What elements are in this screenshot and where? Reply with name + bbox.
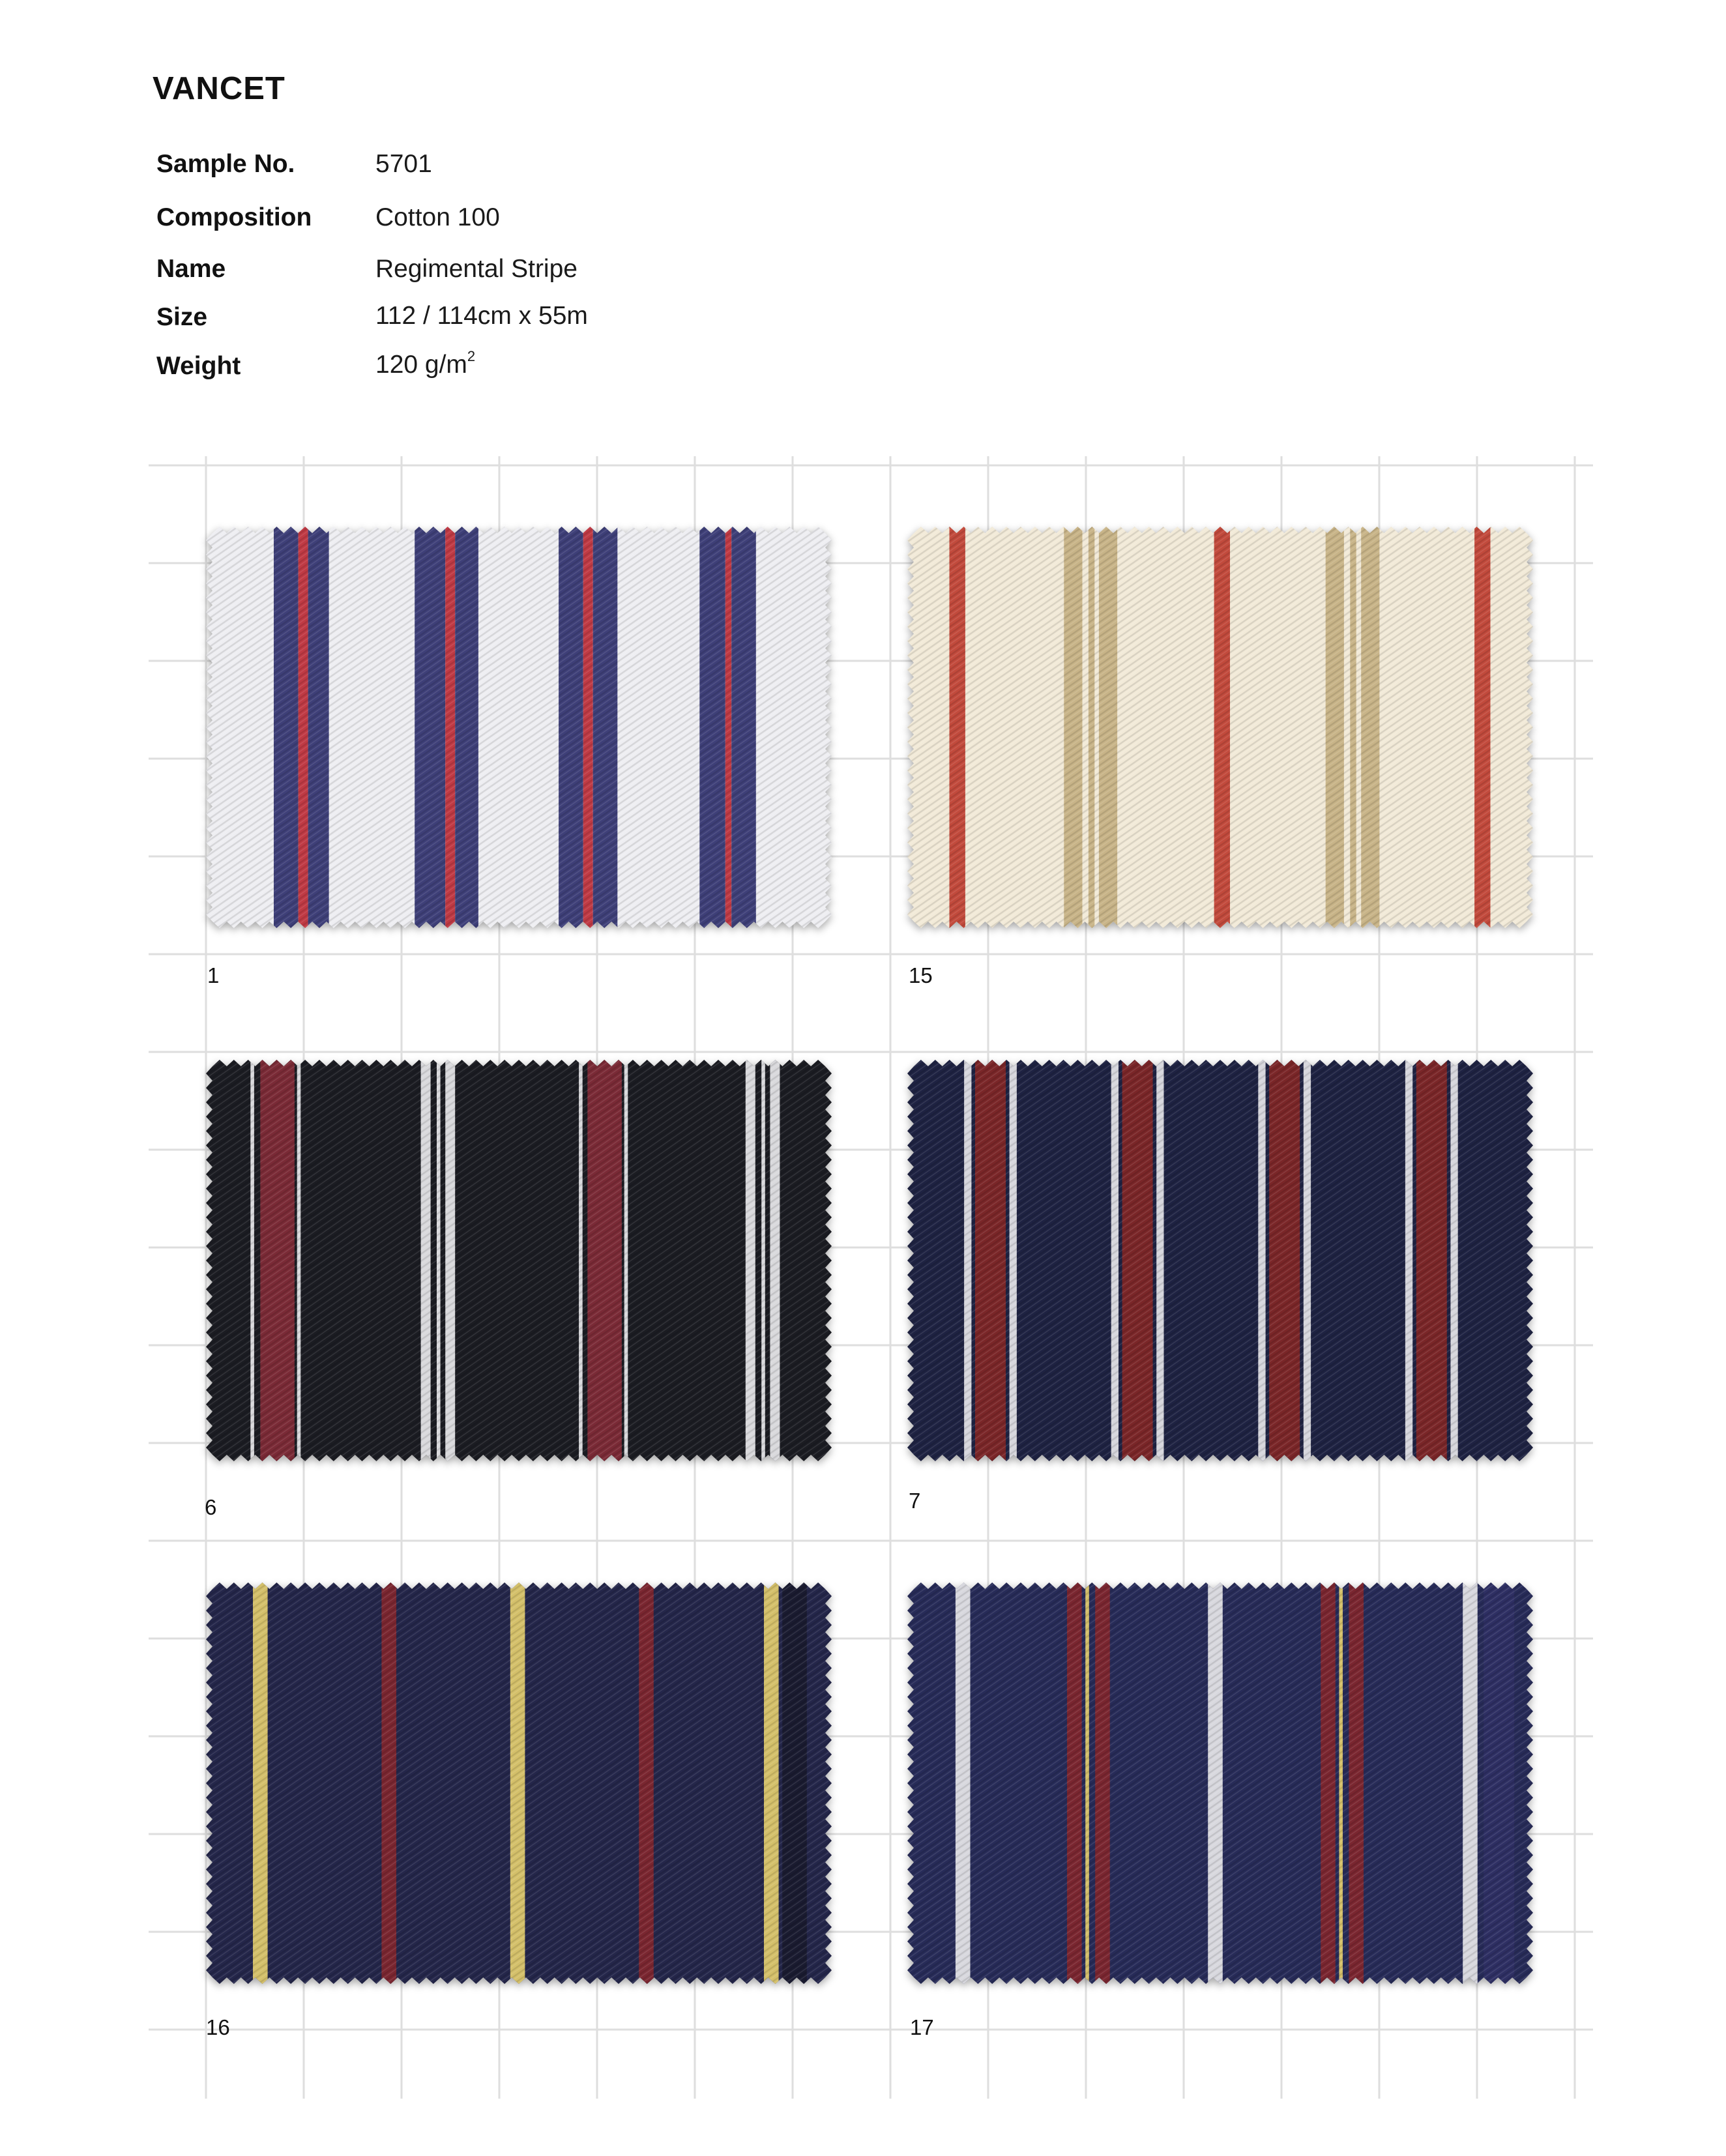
fabric-swatch-7[interactable] [907,1060,1533,1461]
fabric-swatch-17[interactable] [907,1582,1533,1984]
swatch-number-16: 16 [206,2015,230,2039]
spec-label-sample-no: Sample No. [156,150,295,178]
fabric-swatch-6[interactable] [206,1060,832,1461]
swatch-number-1: 1 [207,963,220,987]
spec-value-name: Regimental Stripe [375,255,578,283]
fabric-twill-texture [206,1582,832,1984]
spec-label-name: Name [156,255,226,283]
spec-label-composition: Composition [156,203,312,231]
fabric-swatch-15[interactable] [907,527,1533,928]
fabric-swatch-16[interactable] [206,1582,832,1984]
fabric-twill-texture [907,1582,1533,1984]
fabric-twill-texture [907,527,1533,928]
spec-label-weight: Weight [156,352,241,380]
fabric-twill-texture [907,1060,1533,1461]
fabric-twill-texture [206,1060,832,1461]
swatch-number-7: 7 [909,1489,921,1513]
brand-logo: VANCET [153,71,285,106]
swatch-number-17: 17 [910,2015,934,2039]
spec-value-size: 112 / 114cm x 55m [375,302,588,330]
swatch-number-15: 15 [909,963,933,987]
fabric-swatch-1[interactable] [206,527,832,928]
spec-value-sample-no: 5701 [375,150,432,178]
spec-label-size: Size [156,303,208,331]
weight-unit-superscript: 2 [467,348,476,364]
fabric-twill-texture [206,527,832,928]
spec-value-composition: Cotton 100 [375,203,500,231]
swatch-number-6: 6 [205,1495,217,1519]
weight-value-text: 120 g/m [375,351,467,379]
